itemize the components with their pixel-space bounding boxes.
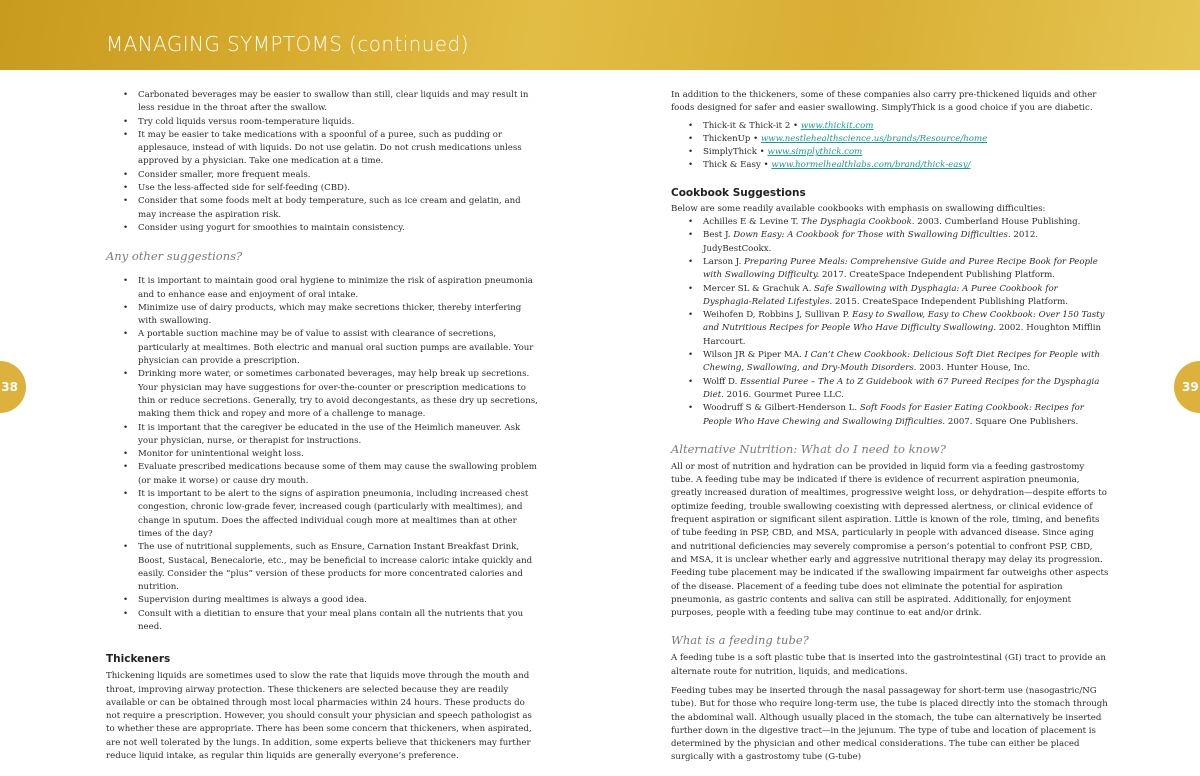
list-item: • Supervision during mealtimes is always a good idea. <box>106 594 538 607</box>
right-column <box>671 89 1109 765</box>
cookbook-list <box>671 216 1109 429</box>
product-name: Thick & Easy • <box>703 160 772 171</box>
thickeners-intro: In addition to the thickeners, some of these companies also carry pre-thickened liquids and other foods designed for safer and easier swallowing. SimplyThick is a good choice if you are diabetic. <box>671 90 1097 114</box>
page-header <box>0 0 1200 70</box>
list-item: • Evaluate prescribed medications because some of them may cause the swallowing problem (or make it worse) or cause dry mouth. <box>106 461 538 488</box>
thickeners-heading: Thickeners <box>106 653 171 666</box>
swallowing-tips-list <box>106 89 538 235</box>
left-column <box>106 89 538 763</box>
list-item: • Mercer SL & Grachuk A. Safe Swallowing with Dysphagia: A Puree Cookbook for Dysphagia-Related Lifestyles. 2015. CreateSpace Independent Publishing Platform. <box>671 283 1109 310</box>
list-item: • The use of nutritional supplements, such as Ensure, Carnation Instant Breakfast Drink, Boost, Sustacal, Benecalorie, etc., may be beneficial to increase caloric intake quickly and easily. Consider the “plus” version of these products for more concentrated calories and nutrition. <box>106 541 538 594</box>
list-item: • Consider that some foods melt at body temperature, such as ice cream and gelatin, and may increase the aspiration risk. <box>106 195 538 222</box>
section-title: MANAGING SYMPTOMS (continued) <box>106 32 469 56</box>
list-item <box>671 159 1109 172</box>
list-item: • Use the less-affected side for self-feeding (CBD). <box>106 182 538 195</box>
other-suggestions-list <box>106 275 538 634</box>
list-item: • Drinking more water, or sometimes carbonated beverages, may help break up secretions. Your physician may have suggestions for over-the-counter or prescription medications to thin or reduce secretions. Generally, try to avoid decongestants, as these dry up secretions, making them thick and ropey and more of a challenge to manage. <box>106 368 538 421</box>
feeding-tube-paragraph: A feeding tube is a soft plastic tube that is inserted into the gastrointestinal (GI) tract to provide an alternate route for nutrition, liquids, and medications. <box>671 653 1106 677</box>
product-link[interactable]: www.simplythick.com <box>767 147 863 158</box>
list-item <box>671 146 1109 159</box>
cookbook-intro: Below are some readily available cookbooks with emphasis on swallowing difficulties: <box>671 203 1046 214</box>
list-item: • Consider smaller, more frequent meals. <box>106 169 538 182</box>
list-item: • Consider using yogurt for smoothies to maintain consistency. <box>106 222 538 235</box>
list-item: • Wolff D. Essential Puree – The A to Z Guidebook with 67 Pureed Recipes for the Dysphagia Diet. 2016. Gourmet Puree LLC. <box>671 376 1109 403</box>
list-item: • Achilles E & Levine T. The Dysphagia Cookbook. 2003. Cumberland House Publishing. <box>671 216 1109 229</box>
page-number-right: 39 <box>1174 361 1200 413</box>
list-item: • It is important to maintain good oral hygiene to minimize the risk of aspiration pneumonia and to enhance ease and enjoyment of oral intake. <box>106 275 538 302</box>
list-item: • It is important to be alert to the signs of aspiration pneumonia, including increased chest congestion, chronic low-grade fever, increased cough (particularly with mealtimes), and change in sputum. Does the affected individual cough more at mealtimes than at other times of the day? <box>106 488 538 541</box>
list-item: • Carbonated beverages may be easier to swallow than still, clear liquids and may result in less residue in the throat after the swallow. <box>106 89 538 116</box>
product-name: Thick-it & Thick-it 2 • <box>703 120 801 131</box>
page-number-left: 38 <box>0 361 26 413</box>
product-link[interactable]: www.nestlehealthscience.us/brands/Resource/home <box>760 133 988 144</box>
list-item: • It is important that the caregiver be educated in the use of the Heimlich maneuver. Ask your physician, nurse, or therapist for instructions. <box>106 422 538 449</box>
product-link[interactable]: www.hormelhealthlabs.com/brand/thick-easy/ <box>771 160 971 171</box>
product-name: ThickenUp • <box>703 133 761 144</box>
alternative-nutrition-paragraph: All or most of nutrition and hydration can be provided in liquid form via a feeding gastrostomy tube. A feeding tube may be indicated if there is evidence of recurrent aspiration pneumonia, greatly increased duration of mealtimes, progressive weight loss, or dehydration—despite efforts to optimize feeding, trouble swallowing coexisting with depressed alertness, or clinical evidence of frequent aspiration or significant silent aspiration. Little is known of the role, timing, and benefits of tube feeding in PSP, CBD, and MSA, particularly in people with advanced disease. Since aging and nutritional deficiencies may severely compromise a person’s potential to confront PSP, CBD, and MSA, it is unclear whether early and aggressive nutritional therapy may delay its progression. Feeding tube placement may be indicated if the swallowing impairment far outweighs other aspects of the disease. Placement of a feeding tube does not eliminate the potential for aspiration pneumonia, as gastric contents and saliva can still be aspirated. Additionally, for enjoyment purposes, people with a feeding tube may continue to eat and/or drink. <box>671 461 1109 619</box>
product-name: SimplyThick • <box>703 147 768 158</box>
feeding-tube-paragraph-2: Feeding tubes may be inserted through the nasal passageway for short-term use (nasogastric/NG tube). But for those who require long-term use, the tube is placed directly into the stomach through the abdominal wall. Although usually placed in the stomach, the tube can alternatively be inserted further down in the digestive tract—in the jejunum. The type of tube and location of placement is determined by the physician and other medical considerations. The tube can either be placed surgically with a gastrostomy tube (G-tube) <box>671 685 1108 763</box>
list-item: • Monitor for unintentional weight loss. <box>106 448 538 461</box>
feeding-tube-heading: What is a feeding tube? <box>671 633 809 648</box>
list-item: • It may be easier to take medications with a spoonful of a puree, such as pudding or applesauce, instead of with liquids. Do not use gelatin. Do not crush medications unless approved by a physician. Take one medication at a time. <box>106 129 538 169</box>
alternative-nutrition-heading: Alternative Nutrition: What do I need to know? <box>671 441 946 456</box>
list-item: • Minimize use of dairy products, which may make secretions thicker, thereby interfering with swallowing. <box>106 302 538 329</box>
list-item: • Woodruff S & Gilbert-Henderson L. Soft Foods for Easier Eating Cookbook: Recipes for People Who Have Chewing and Swallowing Difficulties. 2007. Square One Publishers. <box>671 402 1109 429</box>
list-item: • Larson J. Preparing Puree Meals: Comprehensive Guide and Puree Recipe Book for People with Swallowing Difficulty. 2017. CreateSpace Independent Publishing Platform. <box>671 256 1109 283</box>
other-suggestions-heading: Any other suggestions? <box>106 249 243 264</box>
list-item: • Consult with a dietitian to ensure that your meal plans contain all the nutrients that you need. <box>106 608 538 635</box>
thickener-products-list <box>671 120 1109 173</box>
product-link[interactable]: www.thickit.com <box>800 120 874 131</box>
list-item <box>671 133 1109 146</box>
list-item: • Wilson JR & Piper MA. I Can’t Chew Cookbook: Delicious Soft Diet Recipes for People with Chewing, Swallowing, and Dry-Mouth Disorders. 2003. Hunter House, Inc. <box>671 349 1109 376</box>
list-item <box>671 120 1109 133</box>
list-item: • A portable suction machine may be of value to assist with clearance of secretions, particularly at mealtimes. Both electric and manual oral suction pumps are available. Your physician can provide a prescription. <box>106 328 538 368</box>
thickeners-paragraph: Thickening liquids are sometimes used to slow the rate that liquids move through the mouth and throat, improving airway protection. These thickeners are selected because they are readily available or can be obtained through most local pharmacies within 24 hours. These products do not require a prescription. However, you should consult your physician and speech pathologist as to whether these are appropriate. There has been some concern that thickeners, when aspirated, are not well tolerated by the lungs. In addition, some experts believe that thickeners may further reduce liquid intake, as regular thin liquids are generally everyone’s preference. <box>106 671 532 762</box>
list-item: • Weihofen D, Robbins J, Sullivan P. Easy to Swallow, Easy to Chew Cookbook: Over 150 Tasty and Nutritious Recipes for People Who Have Difficulty Swallowing. 2002. Houghton Mifflin Harcourt. <box>671 309 1109 349</box>
list-item: • Best J. Down Easy: A Cookbook for Those with Swallowing Difficulties. 2012. JudyBestCookx. <box>671 229 1109 256</box>
cookbook-heading: Cookbook Suggestions <box>671 186 806 199</box>
list-item: • Try cold liquids versus room-temperature liquids. <box>106 116 538 129</box>
